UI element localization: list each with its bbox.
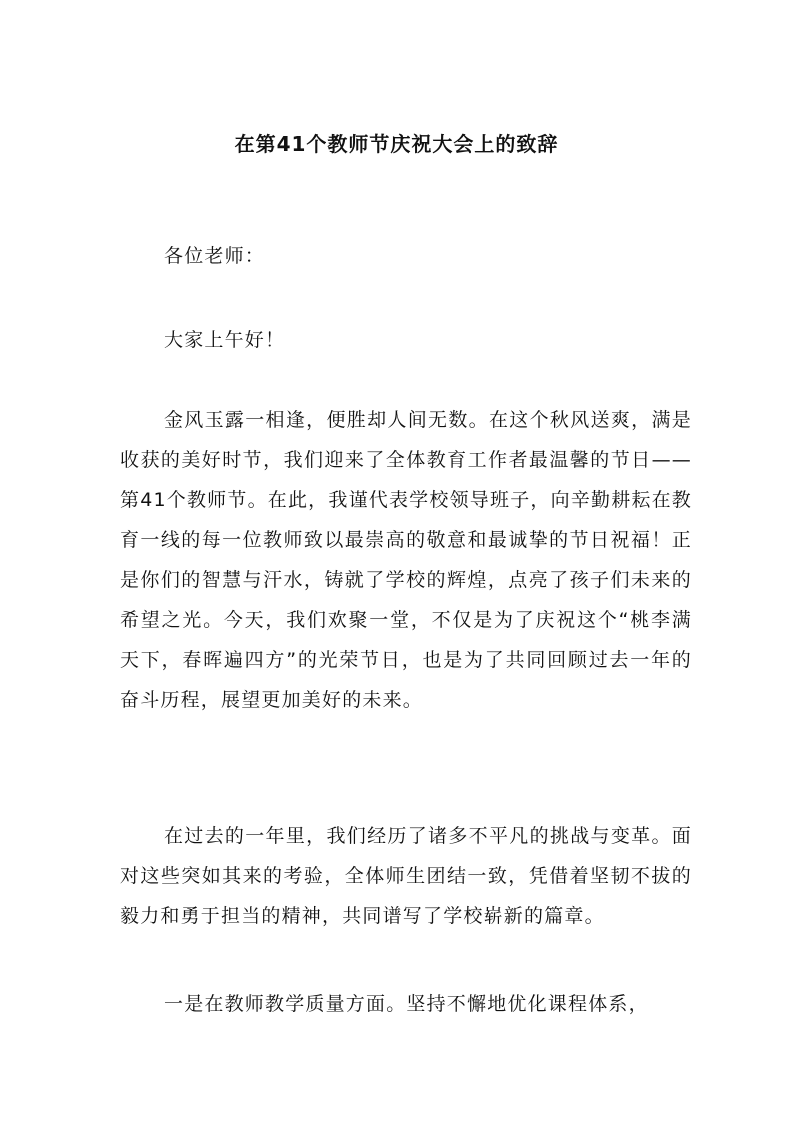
paragraph-past-year: 在过去的一年里，我们经历了诸多不平凡的挑战与变革。面对这些突如其来的考验，全体师生团结一致，凭借着坚韧不拔的毅力和勇于担当的精神，共同谱写了学校崭新的篇章。 [120, 825, 692, 927]
paragraph-opening-remarks: 金风玉露一相逢，便胜却人间无数。在这个秋风送爽，满是收获的美好时节，我们迎来了全体教育工作者最温馨的节日——第41个教师节。在此，我谨代表学校领导班子，向辛勤耕耘在教育一线的每一位教师致以最崇高的敬意和最诚挚的节日祝福！正是你们的智慧与汗水，铸就了学校的辉煌，点亮了孩子们未来的希望之光。今天，我们欢聚一堂，不仅是为了庆祝这个“桃李满天下，春晖遍四方”的光荣节日，也是为了共同回顾过去一年的奋斗历程，展望更加美好的未来。 [120, 409, 692, 711]
paragraph-teaching-quality: 一是在教师教学质量方面。坚持不懈地优化课程体系， [164, 993, 649, 1015]
document-title: 在第41个教师节庆祝大会上的致辞 [234, 132, 559, 156]
paragraph-greeting: 各位老师： [164, 245, 266, 267]
paragraph-hello: 大家上午好！ [164, 329, 286, 351]
